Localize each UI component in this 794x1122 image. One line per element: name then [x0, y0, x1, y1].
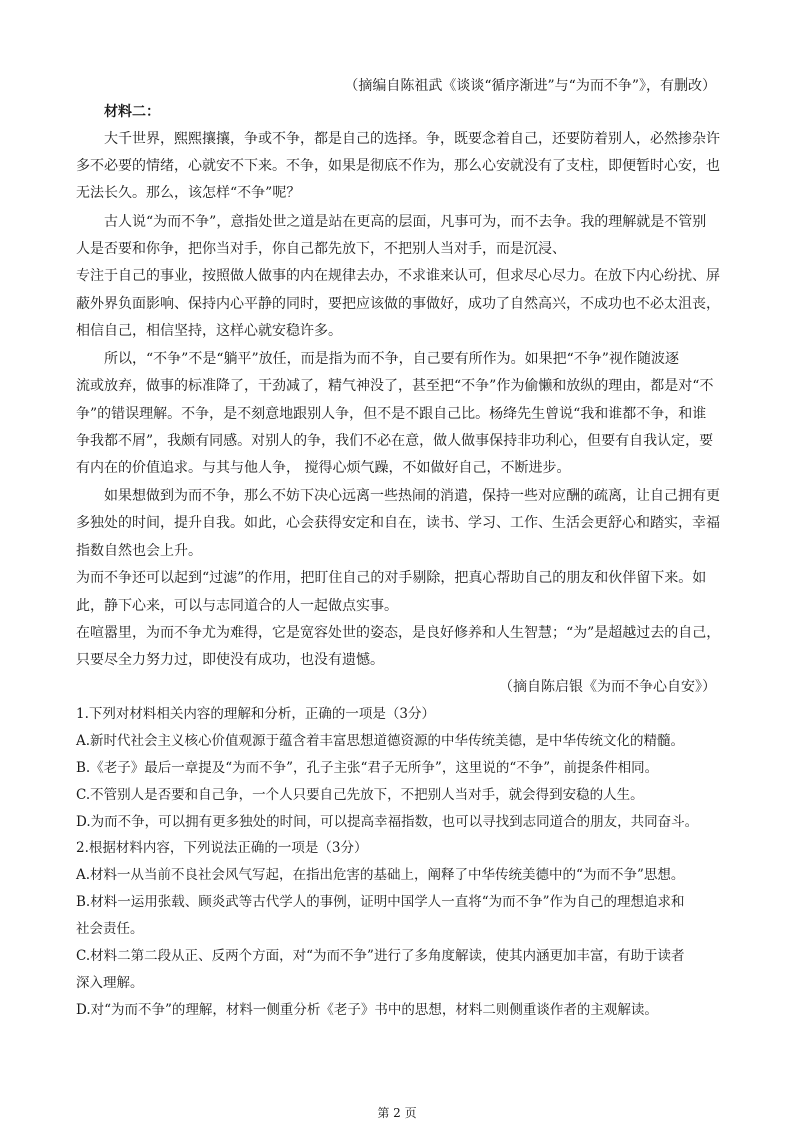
paragraph-line: 所以，“不争”不是“躺平”放任，而是指为而不争，自己要有所作为。如果把“不争”视作随波逐: [104, 351, 679, 367]
paragraph-line: 专注于自己的事业，按照做人做事的内在规律去办，不求谁来认可，但求尽心尽力。在放下内心纷扰、屏: [76, 268, 720, 284]
question-2-option-b: B.材料一运用张载、顾炎武等古代学人的事例，证明中国学人一直将“为而不争”作为自己的理想追求和: [76, 894, 685, 910]
question-1-option-d: D.为而不争，可以拥有更多独处的时间，可以提高幸福指数，也可以寻找到志同道合的朋友，共同奋斗。: [76, 814, 699, 830]
question-2-option-c: C.材料二第二段从正、反两个方面，对“为而不争”进行了多角度解读，使其内涵更加丰富，有助于读者: [76, 948, 685, 964]
question-2-option-d: D.对“为而不争”的理解，材料一侧重分析《老子》书中的思想，材料二则侧重谈作者的主观解读。: [76, 1002, 658, 1018]
paragraph-line: 只要尽全力努力过，即使没有成功，也没有遗憾。: [76, 652, 384, 668]
paragraph-line: 如果想做到为而不争，那么不妨下决心远离一些热闹的消遣，保持一些对应酬的疏离，让自己拥有更: [104, 488, 720, 504]
paragraph-line: 为而不争还可以起到“过滤”的作用，把盯住自己的对手剔除，把真心帮助自己的朋友和伙伴留下来。如: [76, 570, 707, 586]
question-2-stem: 2.根据材料内容，下列说法正确的一项是（3分）: [76, 840, 368, 856]
material-2-heading: 材料二：: [104, 104, 160, 120]
question-2-option-b-cont: 社会责任。: [76, 921, 144, 937]
question-1-option-c: C.不管别人是否要和自己争，一个人只要自己先放下，不把别人当对手，就会得到安稳的人生。: [76, 787, 644, 803]
paragraph-line: 有内在的价值追求。与其与他人争， 搅得心烦气躁，不如做好自己，不断进步。: [76, 460, 571, 476]
paragraph-line: 流或放弃，做事的标准降了，干劲减了，精气神没了，甚至把“不争”作为偷懒和放纵的理由，都是对“不: [76, 378, 714, 394]
paragraph-line: 人是否要和你争，把你当对手，你自己都先放下，不把别人当对手，而是沉浸、: [76, 241, 566, 257]
paragraph-line: 多独处的时间，提升自我。如此，心会获得安定和自在，读书、学习、工作、生活会更舒心和踏实，幸福: [76, 515, 720, 531]
question-1-option-a: A.新时代社会主义核心价值观源于蕴含着丰富思想道德资源的中华传统美德，是中华传统文化的精髓。: [76, 733, 685, 749]
paragraph-line: 指数自然也会上升。: [76, 543, 202, 559]
paragraph-line: 大千世界，熙熙攘攘，争或不争，都是自己的选择。争，既要念着自己，还要防着别人，必然掺杂许: [104, 131, 720, 147]
paragraph-line: 多不必要的情绪，心就安不下来。不争，如果是彻底不作为，那么心安就没有了支柱，即便暂时心安，也: [76, 158, 720, 174]
paragraph-line: 蔽外界负面影响、保持内心平静的同时，要把应该做的事做好，成功了自然高兴，不成功也不必太沮丧，: [76, 296, 720, 312]
paragraph-line: 在喧嚣里，为而不争尤为难得，它是宽容处世的姿态，是良好修养和人生智慧；“为”是超越过去的自己，: [76, 625, 721, 641]
source-note-2: （摘自陈启银《为而不争心自安》）: [499, 679, 716, 695]
paragraph-line: 此，静下心来，可以与志同道合的人一起做点实事。: [76, 598, 398, 614]
question-2-option-c-cont: 深入理解。: [76, 975, 144, 991]
page-number: 第 2 页: [377, 1106, 417, 1120]
paragraph-line: 古人说“为而不争”，意指处世之道是站在更高的层面，凡事可为，而不去争。我的理解就是不管别: [104, 214, 707, 230]
question-2-option-a: A.材料一从当前不良社会风气写起，在指出危害的基础上，阐释了中华传统美德中的“为而不争”思想。: [76, 867, 685, 883]
question-1-option-b: B.《老子》最后一章提及“为而不争”，孔子主张“君子无所争”，这里说的“不争”，前提条件相同。: [76, 760, 659, 776]
paragraph-line: 争”的错误理解。不争，是不刻意地跟别人争，但不是不跟自己比。杨绛先生曾说“我和谁都不争，和谁: [76, 406, 707, 422]
paragraph-line: 争我都不屑”，我颇有同感。对别人的争，我们不必在意，做人做事保持非功利心，但要有自我认定，要: [76, 433, 714, 449]
question-1-stem: 1.下列对材料相关内容的理解和分析，正确的一项是（3分）: [76, 706, 435, 722]
paragraph-line: 相信自己，相信坚持，这样心就安稳许多。: [76, 323, 342, 339]
source-note-1: （摘编自陈祖武《谈谈“循序渐进”与“为而不争”》，有删改）: [344, 78, 716, 94]
paragraph-line: 无法长久。那么，该怎样“不争”呢？: [76, 185, 301, 201]
